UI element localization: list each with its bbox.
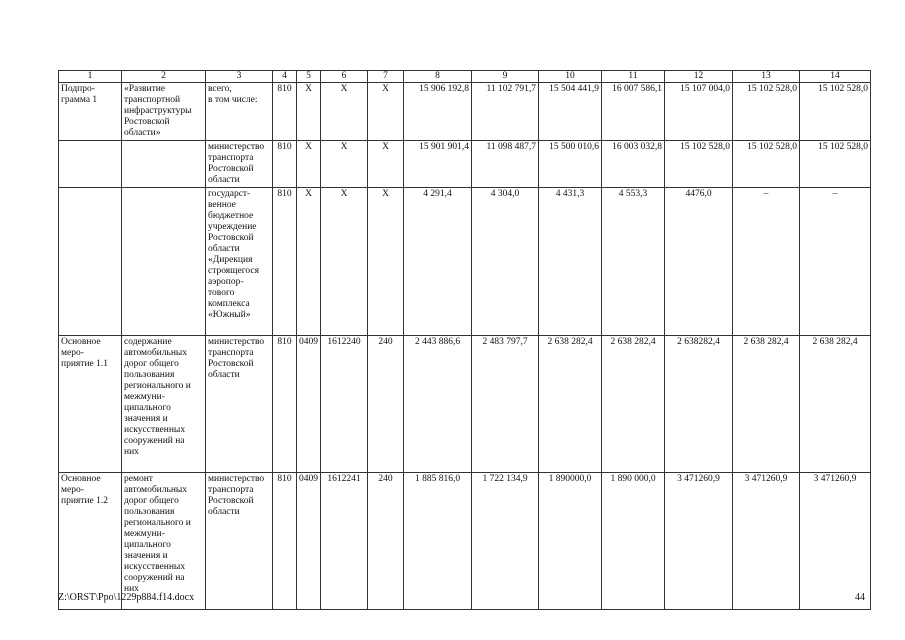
value-cell: 1 885 816,0 (404, 473, 472, 610)
empty-cell (122, 141, 206, 188)
code-vr: Х (368, 188, 404, 336)
budget-table (58, 70, 871, 610)
value-cell: 2 638 282,4 (539, 336, 602, 473)
value-cell: 15 901 901,4 (404, 141, 472, 188)
code-vr: 240 (368, 336, 404, 473)
column-number-row (59, 71, 871, 83)
value-cell: 1 722 134,9 (472, 473, 539, 610)
value-cell: 11 098 487,7 (472, 141, 539, 188)
column-header: 11 (602, 71, 665, 83)
table-row (59, 188, 871, 336)
executor: министерство транспорта Ростовской области (206, 141, 273, 188)
code-csr: Х (321, 141, 368, 188)
value-cell: 3 471260,9 (800, 473, 871, 610)
page-number: 44 (855, 592, 865, 603)
empty-cell (59, 188, 122, 336)
value-cell: 15 504 441,9 (539, 83, 602, 141)
code-grbs: 810 (273, 83, 297, 141)
column-header: 12 (665, 71, 733, 83)
code-rzpr: 0409 (297, 473, 321, 610)
executor: всего, в том числе: (206, 83, 273, 141)
value-cell: 2 443 886,6 (404, 336, 472, 473)
code-grbs: 810 (273, 473, 297, 610)
value-cell: – (733, 188, 800, 336)
program-name: Основное меро- приятие 1.2 (59, 473, 122, 610)
empty-cell (122, 188, 206, 336)
value-cell: 15 906 192,8 (404, 83, 472, 141)
value-cell: 16 003 032,8 (602, 141, 665, 188)
value-cell: 2 638 282,4 (733, 336, 800, 473)
table-row (59, 141, 871, 188)
value-cell: 3 471260,9 (733, 473, 800, 610)
value-cell: 15 102 528,0 (800, 141, 871, 188)
value-cell: 15 102 528,0 (665, 141, 733, 188)
program-name: Основное меро- приятие 1.1 (59, 336, 122, 473)
column-header: 3 (206, 71, 273, 83)
code-csr: Х (321, 188, 368, 336)
code-rzpr: Х (297, 188, 321, 336)
column-header: 9 (472, 71, 539, 83)
value-cell: 2 483 797,7 (472, 336, 539, 473)
value-cell: 4 291,4 (404, 188, 472, 336)
footer-file-path: Z:\ORST\Ppo\1229p884.f14.docx (58, 592, 195, 603)
code-grbs: 810 (273, 141, 297, 188)
code-csr: Х (321, 83, 368, 141)
column-header: 13 (733, 71, 800, 83)
value-cell: 2 638 282,4 (602, 336, 665, 473)
value-cell: 4 304,0 (472, 188, 539, 336)
value-cell: 4476,0 (665, 188, 733, 336)
column-header: 8 (404, 71, 472, 83)
value-cell: 11 102 791,7 (472, 83, 539, 141)
code-csr: 1612240 (321, 336, 368, 473)
column-header: 2 (122, 71, 206, 83)
code-csr: 1612241 (321, 473, 368, 610)
value-cell: 15 102 528,0 (733, 141, 800, 188)
column-header: 14 (800, 71, 871, 83)
code-grbs: 810 (273, 188, 297, 336)
code-vr: 240 (368, 473, 404, 610)
table-row (59, 83, 871, 141)
code-grbs: 810 (273, 336, 297, 473)
value-cell: 15 500 010,6 (539, 141, 602, 188)
code-rzpr: Х (297, 83, 321, 141)
code-vr: Х (368, 141, 404, 188)
value-cell: 2 638282,4 (665, 336, 733, 473)
table-row (59, 336, 871, 473)
column-header: 4 (273, 71, 297, 83)
value-cell: 3 471260,9 (665, 473, 733, 610)
value-cell: 16 007 586,1 (602, 83, 665, 141)
table-row (59, 473, 871, 610)
executor: министерство транспорта Ростовской области (206, 336, 273, 473)
column-header: 10 (539, 71, 602, 83)
value-cell: 1 890000,0 (539, 473, 602, 610)
value-cell: 15 102 528,0 (800, 83, 871, 141)
executor: государст- венное бюджетное учреждение Ростовской области «Дирекция строящегося аэропор- тового комплекса «Южный» (206, 188, 273, 336)
column-header: 6 (321, 71, 368, 83)
value-cell: – (800, 188, 871, 336)
value-cell: 15 102 528,0 (733, 83, 800, 141)
program-title: содержание автомобильных дорог общего пользования регионального и межмуни- ципального значения и искусственных сооружений на них (122, 336, 206, 473)
column-header: 7 (368, 71, 404, 83)
code-rzpr: Х (297, 141, 321, 188)
code-rzpr: 0409 (297, 336, 321, 473)
empty-cell (59, 141, 122, 188)
column-header: 5 (297, 71, 321, 83)
code-vr: Х (368, 83, 404, 141)
value-cell: 15 107 004,0 (665, 83, 733, 141)
value-cell: 1 890 000,0 (602, 473, 665, 610)
value-cell: 4 431,3 (539, 188, 602, 336)
value-cell: 4 553,3 (602, 188, 665, 336)
executor: министерство транспорта Ростовской области (206, 473, 273, 610)
program-title: ремонт автомобильных дорог общего пользования регионального и межмуни- ципального значения и искусственных сооружений на них (122, 473, 206, 610)
value-cell: 2 638 282,4 (800, 336, 871, 473)
program-title: «Развитие транспортной инфраструктуры Ростовской области» (122, 83, 206, 141)
program-name: Подпро- грамма 1 (59, 83, 122, 141)
column-header: 1 (59, 71, 122, 83)
